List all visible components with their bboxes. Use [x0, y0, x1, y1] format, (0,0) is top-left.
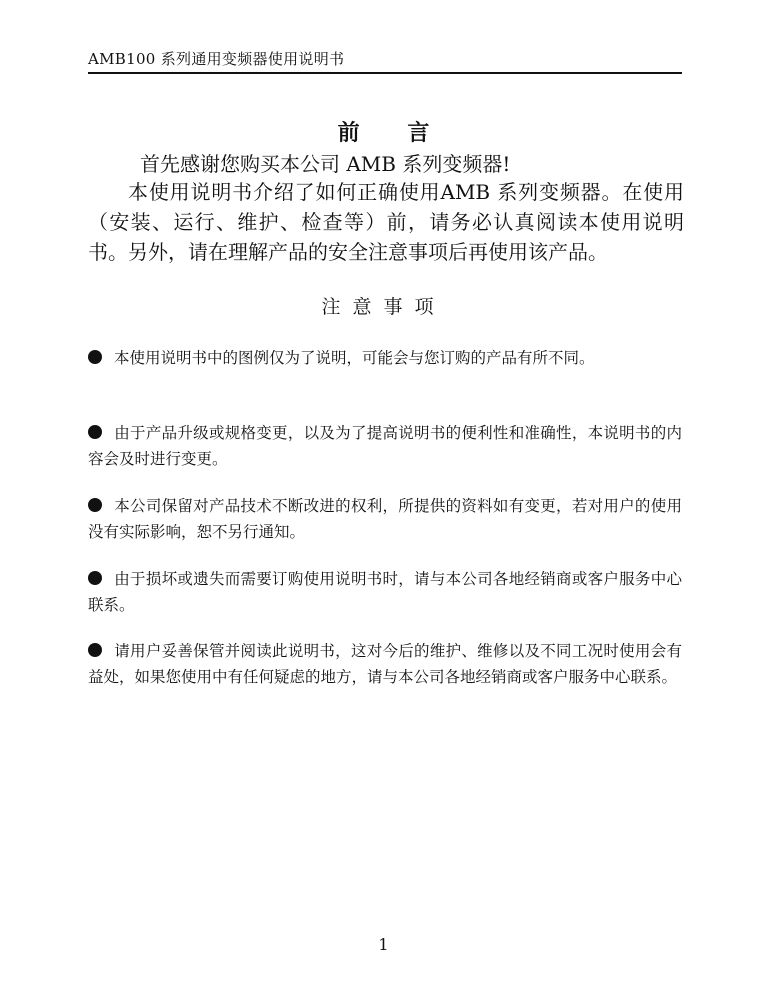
bullet-icon	[88, 350, 102, 364]
notices-title: 注意事项	[321, 296, 446, 318]
bullet-icon	[88, 498, 102, 512]
notice-text: 由于产品升级或规格变更，以及为了提高说明书的便利性和准确性，本说明书的内容会及时进行变更。	[88, 424, 682, 468]
bullet-icon	[88, 643, 102, 657]
notice-item	[88, 638, 682, 690]
bullet-icon	[88, 571, 102, 585]
notice-item	[88, 345, 682, 371]
notice-text: 本公司保留对产品技术不断改进的权利，所提供的资料如有变更，若对用户的使用没有实际影响，恕不另行通知。	[88, 497, 682, 541]
notice-item	[88, 566, 682, 618]
preface-intro-paragraph: 本使用说明书介绍了如何正确使用AMB 系列变频器。在使用（安装、运行、维护、检查等）前，请务必认真阅读本使用说明书。另外，请在理解产品的安全注意事项后再使用该产品。	[88, 180, 684, 264]
notice-text: 本使用说明书中的图例仅为了说明，可能会与您订购的产品有所不同。	[114, 349, 595, 367]
header-title: AMB100 系列通用变频器使用说明书	[88, 50, 345, 68]
page-header	[88, 46, 682, 74]
notice-text: 请用户妥善保管并阅读此说明书，这对今后的维护、维修以及不同工况时使用会有益处，如果您使用中有任何疑虑的地方，请与本公司各地经销商或客户服务中心联系。	[88, 642, 682, 686]
notice-text: 由于损坏或遗失而需要订购使用说明书时，请与本公司各地经销商或客户服务中心联系。	[88, 570, 682, 614]
page-number: 1	[378, 935, 389, 954]
notice-item	[88, 493, 682, 545]
preface-title: 前 言	[337, 120, 430, 146]
bullet-icon	[88, 425, 102, 439]
preface-intro-line: 首先感谢您购买本公司 AMB 系列变频器!	[140, 152, 511, 176]
notice-item	[88, 420, 682, 472]
